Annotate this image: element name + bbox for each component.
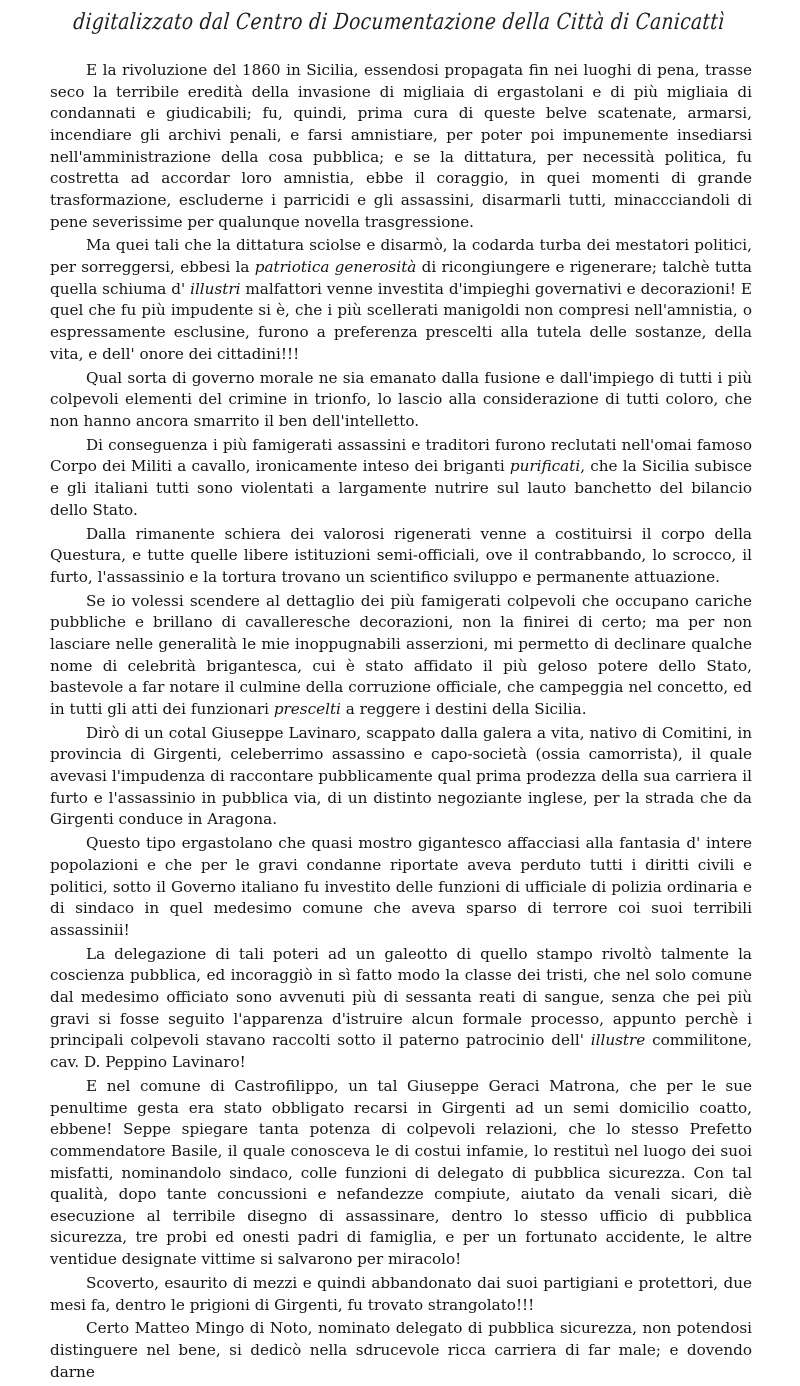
italic-text: illustre [590, 1031, 646, 1050]
paragraph-text: malfattori venne investita d'impieghi governativi e decorazioni! E quel che fu più impudente si è, che i più scellerati manigoldi non compresi nell'amnistia, o espressamente esclusine, furono a preferenza prescelti alla tutela delle sostanze, della vita, e dell' onore dei cittadini!!! [50, 279, 752, 363]
italic-text: purificati [509, 457, 581, 476]
paragraph-text: Se io volessi scendere al dettaglio dei più famigerati colpevoli che occupano cariche pubbliche e brillano di cavalleresche decorazioni, non la finirei di certo; ma per non lasciare nelle generalità le mie inoppugnabili asserzioni, mi permetto di declinare qualche nome di celebrità brigantesca, cui è stato affidato il più geloso potere dello Stato, bastevole a far notare il culmine della corruzione officiale, che campeggia nel concetto, ed in tutti gli atti dei funzionari [50, 591, 752, 718]
paragraph-text: Questo tipo ergastolano che quasi mostro gigantesco affacciasi alla fantasia d' intere popolazioni e che per le gravi condanne riportate aveva perduto tutti i diritti civili e politici, sotto il Governo italiano fu investito delle funzioni di ufficiale di polizia ordinaria e di sindaco in quel medesimo comune che aveva sparso di terrore coi suoi terribili assassinii! [50, 834, 752, 939]
paragraph-text: La delegazione di tali poteri ad un galeotto di quello stampo rivoltò talmente la coscienza pubblica, ed incoraggiò in sì fatto modo la classe dei tristi, che nel solo comune dal medesimo officiato sono avvenuti più di sessanta reati di sangue, senza che pei più gravi si fosse seguito l'apparenza d'istruire alcun formale processo, appunto perchè i principali colpevoli stavano raccolti sotto il paterno patrocinio dell' [50, 944, 752, 1050]
digitization-watermark: digitalizzato dal Centro di Documentazione della Città di Canicattì [72, 10, 726, 36]
body-paragraph [50, 944, 752, 1074]
paragraph-text: E nel comune di Castrofilippo, un tal Giuseppe Geraci Matrona, che per le sue penultime gesta era stato obbligato recarsi in Girgenti ad un semi domicilio coatto, ebbene! Seppe spiegare tanta potenza di colpevoli relazioni, che lo stesso Prefetto commendatore Basile, il quale conosceva le di costui infamie, lo restituì nel luogo dei suoi misfatti, nominandolo sindaco, colle funzioni di delegato di pubblica sicurezza. Con tal qualità, dopo tante concussioni e nefandezze compiute, aiutato da venali sicari, diè esecuzione al terribile disegno di assassinare, dentro lo stesso ufficio di pubblica sicurezza, tre probi ed onesti padri di famiglia, e per un fortunato accidente, le altre ventidue designate vittime si salvarono per miracolo! [50, 1076, 752, 1269]
italic-text: illustri [190, 279, 241, 298]
body-paragraph [50, 591, 752, 721]
paragraph-text: , che la Sicilia subisce e gli italiani tutti sono violentati a largamente nutrire sul lauto banchetto del bilancio dello Stato. [50, 457, 752, 519]
body-paragraph [50, 60, 752, 233]
body-paragraph [50, 1273, 752, 1316]
paragraph-text: Certo Matteo Mingo di Noto, nominato delegato di pubblica sicurezza, non potendosi distinguere nel bene, si dedicò nella sdrucevole ricca carriera di far male; e dovendo darne [50, 1319, 752, 1381]
paragraph-text: Dalla rimanente schiera dei valorosi rigenerati venne a costituirsi il corpo della Questura, e tutte quelle libere istituzioni semi-officiali, ove il contrabbando, lo scrocco, il furto, l'assassinio e la tortura trovano un scientifico sviluppo e permanente attuazione. [50, 524, 752, 586]
paragraph-text: Qual sorta di governo morale ne sia emanato dalla fusione e dall'impiego di tutti i più colpevoli elementi del crimine in trionfo, lo lascio alla considerazione di tutti coloro, che non hanno ancora smarrito il ben dell'intelletto. [50, 368, 752, 430]
body-paragraph [50, 723, 752, 831]
body-paragraph [50, 833, 752, 941]
paragraph-text: E la rivoluzione del 1860 in Sicilia, essendosi propagata fin nei luoghi di pena, trasse seco la terribile eredità della invasione di migliaia di ergastolani e di più migliaia di condannati e giudicabili; fu, quindi, prima cura di queste belve scatenate, armarsi, incendiare gli archivi penali, e farsi amnistiare, per poter poi impunemente insediarsi nell'amministrazione della cosa pubblica; e se la dittatura, per necessità politica, fu costretta ad accordar loro amnistia, ebbe il coraggio, in quei momenti di grande trasformazione, escluderne i parricidi e gli assassini, disarmarli tutti, minaccciandoli di pene severissime per qualunque novella trasgressione. [50, 61, 752, 231]
body-paragraph [50, 368, 752, 433]
body-paragraph [50, 435, 752, 522]
body-paragraph [50, 1076, 752, 1271]
italic-text: prescelti [273, 699, 341, 718]
paragraph-text: di ricongiungere e rigenerare; talchè tutta quella schiuma d' [50, 258, 752, 298]
body-paragraph [50, 1318, 752, 1383]
paragraph-text: commilitone, cav. D. Peppino Lavinaro! [50, 1031, 752, 1072]
paragraph-text: Di conseguenza i più famigerati assassini e traditori furono reclutati nell'omai famoso Corpo dei Militi a cavallo, ironicamente inteso dei briganti [50, 435, 752, 476]
paragraph-text: a reggere i destini della Sicilia. [340, 699, 587, 718]
paragraph-text: Dirò di un cotal Giuseppe Lavinaro, scappato dalla galera a vita, nativo di Comitini, in provincia di Girgenti, celeberrimo assassino e capo-società (ossia camorrista), il quale avevasi l'impudenza di raccontare pubblicamente qual prima prodezza della sua carriera il furto e l'assassinio in pubblica via, di un distinto negoziante inglese, per la strada che da Girgenti conduce in Aragona. [50, 723, 752, 829]
body-paragraph [50, 524, 752, 589]
document-body [50, 60, 752, 1386]
body-paragraph [50, 235, 752, 365]
paragraph-text: Scoverto, esaurito di mezzi e quindi abbandonato dai suoi partigiani e protettori, due mesi fa, dentro le prigioni di Girgenti, fu trovato strangolato!!! [50, 1273, 752, 1314]
italic-text: patriotica generosità [254, 258, 417, 277]
paragraph-text: Ma quei tali che la dittatura sciolse e disarmò, la codarda turba dei mestatori politici, per sorreggersi, ebbesi la [50, 236, 752, 277]
